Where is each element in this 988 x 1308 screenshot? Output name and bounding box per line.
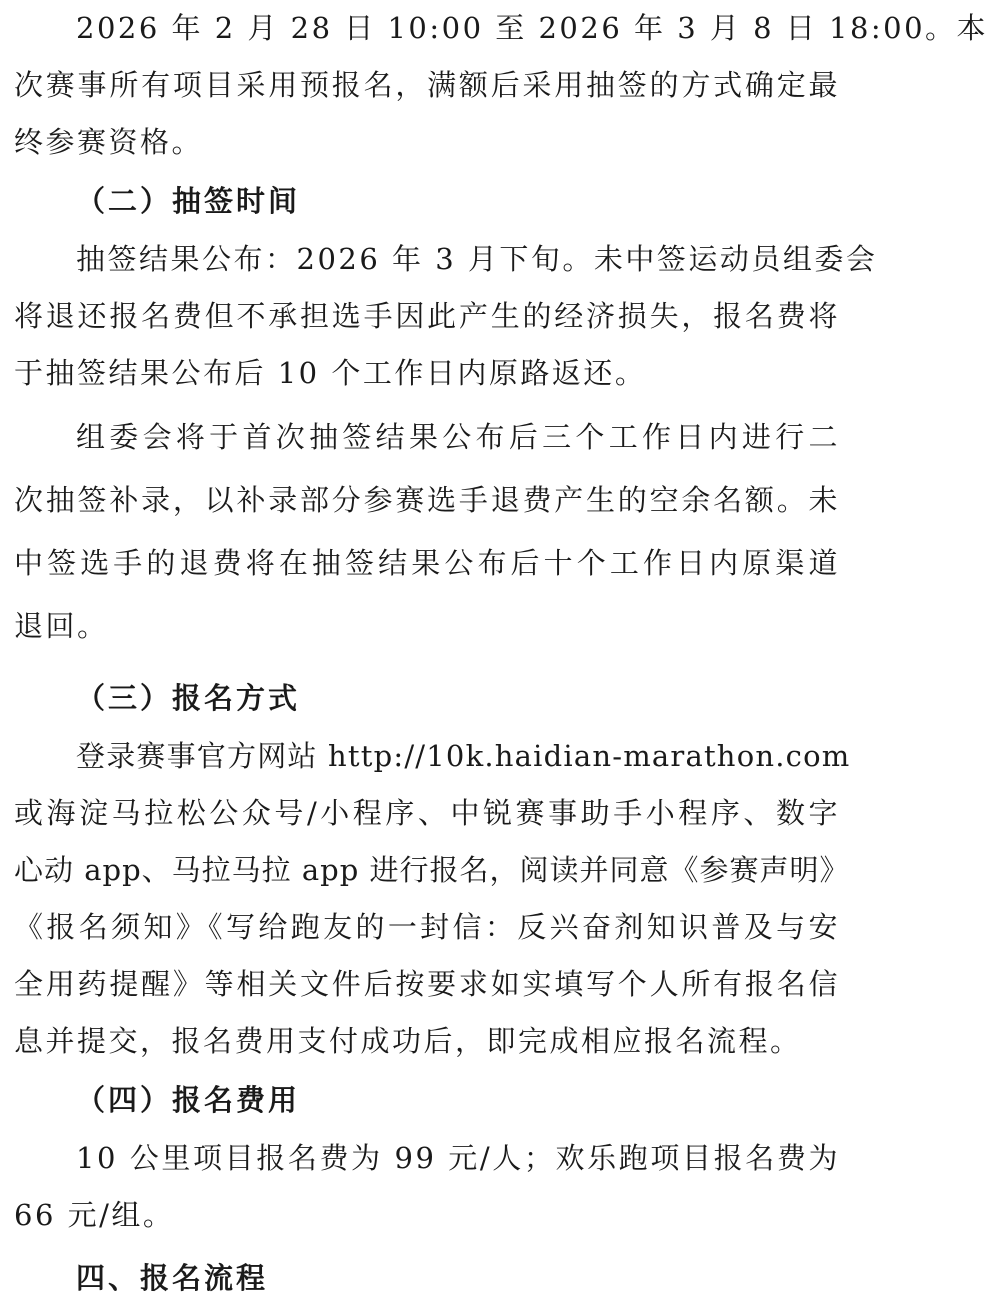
document-page (14, 0, 988, 1308)
text-line: 全用药提醒》等相关文件后按要求如实填写个人所有报名信 (14, 967, 840, 1001)
text-line: 次赛事所有项目采用预报名，满额后采用抽签的方式确定最 (14, 68, 840, 102)
text-line-website: 登录赛事官方网站 http://10k.haidian-marathon.com (76, 739, 851, 773)
text-line: 或海淀马拉松公众号/小程序、中锐赛事助手小程序、数字 (14, 796, 840, 830)
text-line: 息并提交，报名费用支付成功后，即完成相应报名流程。 (14, 1024, 802, 1058)
text-line: 抽签结果公布：2026 年 3 月下旬。未中签运动员组委会 (76, 242, 878, 276)
text-line: 2026 年 2 月 28 日 10:00 至 2026 年 3 月 8 日 18:00。本 (76, 11, 988, 45)
text-line: 次抽签补录，以补录部分参赛选手退费产生的空余名额。未 (14, 483, 840, 517)
section-heading-registration-fee: （四）报名费用 (76, 1083, 301, 1117)
text-line: 退回。 (14, 609, 109, 643)
section-heading-registration-method: （三）报名方式 (76, 681, 301, 715)
text-line: 《报名须知》《写给跑友的一封信：反兴奋剂知识普及与安 (14, 910, 840, 944)
text-line: 组委会将于首次抽签结果公布后三个工作日内进行二 (76, 420, 840, 454)
section-heading-registration-process: 四、报名流程 (76, 1261, 269, 1295)
section-heading-draw-time: （二）抽签时间 (76, 184, 301, 218)
text-line: 将退还报名费但不承担选手因此产生的经济损失，报名费将 (14, 299, 840, 333)
text-line: 于抽签结果公布后 10 个工作日内原路返还。 (14, 356, 647, 390)
text-line: 心动 app、马拉马拉 app 进行报名，阅读并同意《参赛声明》 (14, 853, 850, 887)
text-line: 10 公里项目报名费为 99 元/人；欢乐跑项目报名费为 (76, 1141, 840, 1175)
text-line: 66 元/组。 (14, 1198, 175, 1232)
text-line: 终参赛资格。 (14, 125, 204, 159)
text-line: 中签选手的退费将在抽签结果公布后十个工作日内原渠道 (14, 546, 840, 580)
